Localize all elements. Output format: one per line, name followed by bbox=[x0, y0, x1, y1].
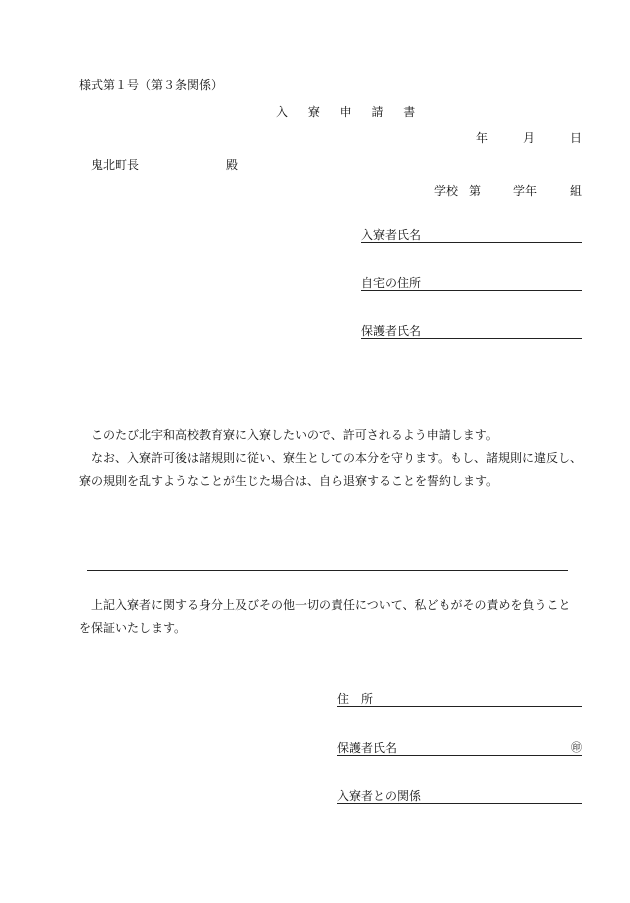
applicant-name-field[interactable] bbox=[361, 228, 582, 243]
guarantor-address-label: 住 所 bbox=[337, 692, 374, 706]
guarantor-name-label: 保護者氏名 bbox=[337, 741, 398, 755]
page-title: 入 寮 申 請 書 bbox=[276, 105, 424, 119]
guarantor-name-field[interactable] bbox=[337, 741, 582, 756]
relation-field[interactable] bbox=[337, 789, 582, 804]
addressee-name: 鬼北町長 bbox=[91, 158, 140, 172]
guarantee-line-2: を保証いたします。 bbox=[79, 621, 187, 635]
application-paragraph bbox=[79, 424, 584, 493]
guardian-name-label: 保護者氏名 bbox=[361, 324, 422, 338]
class-label: 組 bbox=[570, 184, 583, 198]
guardian-name-field[interactable] bbox=[361, 324, 582, 339]
date-day-label: 日 bbox=[570, 131, 583, 145]
application-line-1: このたび北宇和高校教育寮に入寮したいので、許可されるよう申請します。 bbox=[91, 428, 498, 442]
home-address-field[interactable] bbox=[361, 276, 582, 291]
grade-prefix-label: 第 bbox=[469, 184, 482, 198]
applicant-name-label: 入寮者氏名 bbox=[361, 228, 422, 242]
date-month-label: 月 bbox=[523, 131, 536, 145]
home-address-label: 自宅の住所 bbox=[361, 276, 422, 290]
guarantor-address-field[interactable] bbox=[337, 692, 582, 707]
section-divider bbox=[87, 570, 568, 571]
seal-mark: ㊞ bbox=[571, 741, 582, 754]
form-number: 様式第１号（第３条関係） bbox=[79, 78, 224, 92]
relation-label: 入寮者との関係 bbox=[337, 789, 422, 803]
grade-label: 学年 bbox=[513, 184, 538, 198]
application-line-2: なお、入寮許可後は諸規則に従い、寮生としての本分を守ります。もし、諸規則に違反し、 bbox=[91, 451, 583, 465]
guarantee-line-1: 上記入寮者に関する身分上及びその他一切の責任について、私どもがその責めを負うこと bbox=[91, 598, 571, 612]
addressee-honorific: 殿 bbox=[226, 158, 239, 172]
application-line-3: 寮の規則を乱すようなことが生じた場合は、自ら退寮することを誓約します。 bbox=[79, 474, 499, 488]
school-label: 学校 bbox=[434, 184, 459, 198]
guarantee-paragraph bbox=[79, 594, 584, 640]
date-year-label: 年 bbox=[476, 131, 489, 145]
